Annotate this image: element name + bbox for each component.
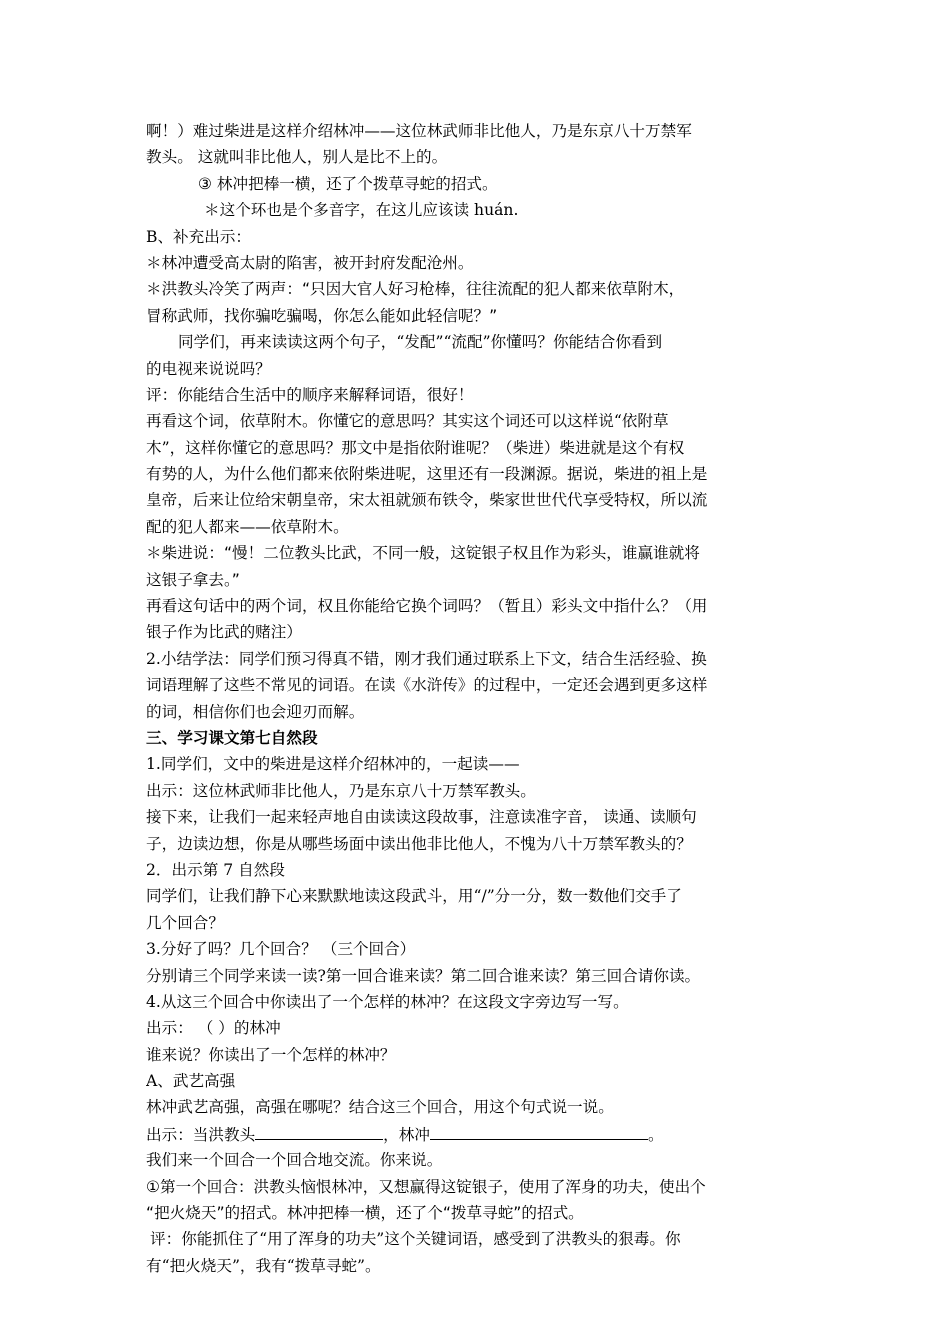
- text-line: 皇帝，后来让位给宋朝皇帝，宋太祖就颁布铁令，柴家世世代代享受特权，所以流: [146, 491, 708, 510]
- text-line: ＊洪教头冷笑了两声：“只因大官人好习枪棒，往往流配的犯人都来依草附木，: [146, 280, 685, 299]
- text-line: 1.同学们，文中的柴进是这样介绍林冲的，一起读——: [146, 755, 520, 774]
- text-line: 木”，这样你懂它的意思吗？那文中是指依附谁呢？（柴进）柴进就是这个有权: [146, 438, 685, 457]
- text-line: ＊这个环也是个多音字，在这儿应该读 huán.: [204, 201, 519, 220]
- text-line: 有势的人，为什么他们都来依附柴进呢，这里还有一段渊源。据说，柴进的祖上是: [146, 465, 708, 484]
- fill-in-line: [146, 1121, 810, 1147]
- text-line: 接下来，让我们一起来轻声地自由读读这段故事，注意读准字音， 读通、读顺句: [146, 808, 697, 827]
- text-line: 谁来说？你读出了一个怎样的林冲？: [146, 1045, 396, 1064]
- text-line: 分别请三个同学来读一读?第一回合谁来读？第二回合谁来读？第三回合请你读。: [146, 966, 701, 985]
- text-line: 再看这句话中的两个词，权且你能给它换个词吗？（暂且）彩头文中指什么？（用: [146, 597, 708, 616]
- text-line: 配的犯人都来——依草附木。: [146, 517, 349, 536]
- text-line: 子，边读边想，你是从哪些场面中读出他非比他人，不愧为八十万禁军教头的？: [146, 834, 692, 853]
- text-line: 3.分好了吗？几个回合？ （三个回合）: [146, 940, 416, 959]
- text-line: 词语理解了这些不常见的词语。在读《水浒传》的过程中，一定还会遇到更多这样: [146, 676, 708, 695]
- text-line: 同学们，再来读读这两个句子，“发配”“流配”你懂吗？你能结合你看到: [178, 333, 663, 352]
- text-line: 教头。 这就叫非比他人，别人是比不上的。: [146, 148, 448, 167]
- fill-in-prefix: 出示：当洪教头: [146, 1125, 256, 1144]
- text-line: ③ 林冲把棒一横，还了个拨草寻蛇的招式。: [198, 174, 498, 193]
- text-line: 4.从这三个回合中你读出了一个怎样的林冲？在这段文字旁边写一写。: [146, 992, 629, 1011]
- text-line: 出示：这位林武师非比他人，乃是东京八十万禁军教头。: [146, 781, 536, 800]
- text-line: 出示： （ ）的林冲: [146, 1019, 281, 1038]
- text-line: 的电视来说说吗？: [146, 359, 271, 378]
- text-line: 这银子拿去。”: [146, 570, 240, 589]
- text-line: 评：你能抓住了“用了浑身的功夫”这个关键词语，感受到了洪教头的狠毒。你: [150, 1230, 681, 1249]
- section-heading: 三、学习课文第七自然段: [146, 727, 318, 747]
- text-line: 几个回合？: [146, 913, 224, 932]
- text-line: 2．出示第 7 自然段: [146, 860, 285, 879]
- text-line: ＊林冲遭受高太尉的陷害，被开封府发配沧州。: [146, 253, 474, 272]
- text-line: 我们来一个回合一个回合地交流。你来说。: [146, 1151, 443, 1170]
- text-line: 2.小结学法：同学们预习得真不错，刚才我们通过联系上下文，结合生活经验、换: [146, 649, 707, 668]
- blank-1: [255, 1121, 383, 1140]
- text-line: 啊！）难过柴进是这样介绍林冲——这位林武师非比他人，乃是东京八十万禁军: [146, 122, 692, 140]
- text-line: 林冲武艺高强，高强在哪呢？结合这三个回合，用这个句式说一说。: [146, 1098, 614, 1117]
- text-line: ＊柴进说：“慢！二位教头比武，不同一般，这锭银子权且作为彩头，谁赢谁就将: [146, 544, 700, 563]
- blank-2: [430, 1121, 648, 1140]
- text-line: 再看这个词，依草附木。你懂它的意思吗？其实这个词还可以这样说“依附草: [146, 412, 669, 431]
- fill-in-mid: ，林冲: [383, 1125, 430, 1144]
- text-line: ①第一个回合：洪教头恼恨林冲，又想赢得这锭银子，使用了浑身的功夫，使出个: [146, 1177, 706, 1196]
- document-page: [146, 118, 810, 1279]
- text-line: 有“把火烧天”，我有“拨草寻蛇”。: [146, 1256, 381, 1275]
- text-line: 冒称武师，找你骗吃骗喝，你怎么能如此轻信呢？”: [146, 306, 498, 325]
- text-line: 评：你能结合生活中的顺序来解释词语，很好！: [146, 385, 474, 404]
- text-line: “把火烧天”的招式。林冲把棒一横，还了个“拨草寻蛇”的招式。: [146, 1204, 584, 1223]
- text-line: 的词，相信你们也会迎刃而解。: [146, 702, 365, 721]
- text-line: 银子作为比武的赌注）: [146, 623, 302, 642]
- fill-in-end: 。: [647, 1125, 664, 1144]
- text-line: 同学们，让我们静下心来默默地读这段武斗，用“/”分一分，数一数他们交手了: [146, 887, 682, 906]
- text-line: A、武艺高强: [146, 1072, 236, 1091]
- text-line: B、补充出示：: [146, 227, 252, 246]
